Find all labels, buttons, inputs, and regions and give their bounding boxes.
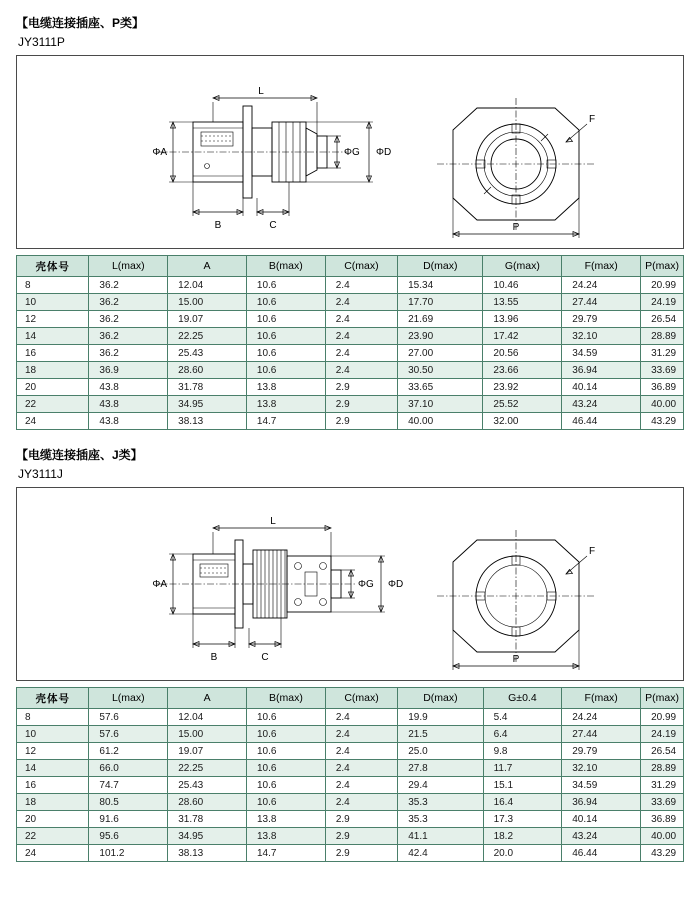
cell-g: 18.2 (483, 828, 562, 845)
cell-p: 40.00 (641, 396, 684, 413)
cell-g: 32.00 (483, 413, 562, 430)
cell-b: 13.8 (246, 828, 325, 845)
cell-b: 10.6 (246, 794, 325, 811)
table-row (17, 709, 684, 726)
cell-a: 38.13 (168, 845, 247, 862)
header-p: P(max) (641, 256, 684, 277)
cell-b: 10.6 (246, 311, 325, 328)
cell-a: 12.04 (168, 277, 247, 294)
table-row (17, 311, 684, 328)
cell-shell: 12 (17, 311, 89, 328)
cell-d: 37.10 (398, 396, 483, 413)
cell-g: 16.4 (483, 794, 562, 811)
cell-f: 46.44 (562, 845, 641, 862)
cell-c: 2.9 (325, 379, 397, 396)
label-l-j: L (270, 516, 276, 527)
cell-d: 29.4 (398, 777, 483, 794)
cell-a: 15.00 (168, 726, 247, 743)
cell-shell: 16 (17, 777, 89, 794)
cell-b: 10.6 (246, 294, 325, 311)
cell-l: 57.6 (89, 726, 168, 743)
table-row (17, 396, 684, 413)
cell-l: 61.2 (89, 743, 168, 760)
part-number-p: JY3111P (18, 35, 65, 49)
cell-g: 10.46 (483, 277, 562, 294)
cell-a: 34.95 (168, 396, 247, 413)
cell-p: 33.69 (641, 794, 684, 811)
cell-c: 2.4 (325, 726, 397, 743)
cell-shell: 20 (17, 811, 89, 828)
cell-l: 43.8 (89, 396, 168, 413)
cell-f: 27.44 (562, 726, 641, 743)
cell-shell: 10 (17, 726, 89, 743)
cell-g: 6.4 (483, 726, 562, 743)
cell-shell: 24 (17, 413, 89, 430)
cell-d: 30.50 (398, 362, 483, 379)
table-row (17, 811, 684, 828)
header-c: C(max) (325, 688, 397, 709)
cell-g: 20.0 (483, 845, 562, 862)
cell-p: 20.99 (641, 709, 684, 726)
cell-p: 28.89 (641, 760, 684, 777)
cell-c: 2.4 (325, 277, 397, 294)
cell-p: 36.89 (641, 811, 684, 828)
cell-shell: 12 (17, 743, 89, 760)
cell-l: 57.6 (89, 709, 168, 726)
cell-b: 10.6 (246, 345, 325, 362)
cell-p: 40.00 (641, 828, 684, 845)
cell-l: 74.7 (89, 777, 168, 794)
cell-d: 40.00 (398, 413, 483, 430)
cell-f: 40.14 (562, 379, 641, 396)
cell-p: 26.54 (641, 311, 684, 328)
cell-p: 31.29 (641, 345, 684, 362)
label-l-p: L (258, 86, 264, 97)
header-c: C(max) (325, 256, 397, 277)
cell-g: 13.55 (483, 294, 562, 311)
cell-f: 32.10 (562, 328, 641, 345)
cell-g: 25.52 (483, 396, 562, 413)
label-phi-g-p: ΦG (344, 147, 360, 158)
cell-l: 95.6 (89, 828, 168, 845)
table-header-row (17, 256, 684, 277)
cell-g: 9.8 (483, 743, 562, 760)
cell-l: 36.2 (89, 345, 168, 362)
part-number-j: JY3111J (18, 467, 63, 481)
cell-l: 43.8 (89, 413, 168, 430)
cell-g: 11.7 (483, 760, 562, 777)
table-row (17, 362, 684, 379)
cell-shell: 18 (17, 362, 89, 379)
table-row (17, 277, 684, 294)
cell-f: 32.10 (562, 760, 641, 777)
cell-l: 36.2 (89, 311, 168, 328)
table-row (17, 413, 684, 430)
cell-d: 21.5 (398, 726, 483, 743)
header-g: G(max) (483, 256, 562, 277)
label-f-p: F (589, 114, 596, 125)
drawing-p (16, 55, 684, 249)
cell-a: 34.95 (168, 828, 247, 845)
cell-g: 23.66 (483, 362, 562, 379)
cell-shell: 8 (17, 277, 89, 294)
cell-shell: 14 (17, 328, 89, 345)
cell-g: 15.1 (483, 777, 562, 794)
cell-c: 2.4 (325, 345, 397, 362)
header-a: A (168, 256, 247, 277)
cell-d: 42.4 (398, 845, 483, 862)
cell-f: 29.79 (562, 311, 641, 328)
table-row (17, 777, 684, 794)
cell-a: 31.78 (168, 379, 247, 396)
cell-l: 80.5 (89, 794, 168, 811)
cell-shell: 10 (17, 294, 89, 311)
cell-a: 25.43 (168, 777, 247, 794)
cell-l: 36.2 (89, 277, 168, 294)
cell-g: 17.42 (483, 328, 562, 345)
label-f-j: F (589, 546, 596, 557)
header-d: D(max) (398, 256, 483, 277)
cell-f: 24.24 (562, 277, 641, 294)
cell-b: 10.6 (246, 743, 325, 760)
cell-g: 20.56 (483, 345, 562, 362)
cell-f: 40.14 (562, 811, 641, 828)
cell-a: 19.07 (168, 743, 247, 760)
table-header-row (17, 688, 684, 709)
table-row (17, 328, 684, 345)
cell-p: 36.89 (641, 379, 684, 396)
cell-c: 2.9 (325, 845, 397, 862)
header-d: D(max) (398, 688, 483, 709)
cell-shell: 14 (17, 760, 89, 777)
table-row (17, 760, 684, 777)
cell-p: 24.19 (641, 726, 684, 743)
header-l: L(max) (89, 256, 168, 277)
label-c-j: C (261, 652, 269, 663)
cell-shell: 18 (17, 794, 89, 811)
label-b-j: B (210, 652, 218, 663)
cell-p: 20.99 (641, 277, 684, 294)
cell-c: 2.9 (325, 811, 397, 828)
cell-shell: 22 (17, 396, 89, 413)
cell-f: 43.24 (562, 828, 641, 845)
cell-p: 26.54 (641, 743, 684, 760)
cell-a: 25.43 (168, 345, 247, 362)
header-b: B(max) (246, 688, 325, 709)
cell-d: 27.8 (398, 760, 483, 777)
cell-shell: 22 (17, 828, 89, 845)
header-a: A (168, 688, 247, 709)
cell-a: 28.60 (168, 362, 247, 379)
cell-c: 2.9 (325, 828, 397, 845)
cell-b: 10.6 (246, 362, 325, 379)
cell-c: 2.4 (325, 362, 397, 379)
table-row (17, 794, 684, 811)
cell-l: 36.2 (89, 328, 168, 345)
cell-b: 10.6 (246, 328, 325, 345)
label-p-p: P (512, 222, 520, 233)
cell-g: 17.3 (483, 811, 562, 828)
header-f: F(max) (562, 688, 641, 709)
cell-a: 22.25 (168, 328, 247, 345)
cell-a: 38.13 (168, 413, 247, 430)
cell-c: 2.9 (325, 413, 397, 430)
cell-f: 29.79 (562, 743, 641, 760)
cell-d: 19.9 (398, 709, 483, 726)
cell-b: 13.8 (246, 379, 325, 396)
cell-f: 24.24 (562, 709, 641, 726)
cell-d: 21.69 (398, 311, 483, 328)
cell-d: 17.70 (398, 294, 483, 311)
cell-f: 36.94 (562, 362, 641, 379)
header-b: B(max) (246, 256, 325, 277)
table-row (17, 379, 684, 396)
label-phi-g-j: ΦG (358, 579, 374, 590)
label-phi-d-p: ΦD (376, 147, 392, 158)
table-row (17, 726, 684, 743)
cell-l: 91.6 (89, 811, 168, 828)
cell-b: 14.7 (246, 413, 325, 430)
label-phi-a-p: ΦA (152, 147, 167, 158)
label-phi-d-j: ΦD (388, 579, 404, 590)
table-row (17, 845, 684, 862)
cell-p: 28.89 (641, 328, 684, 345)
cell-c: 2.4 (325, 311, 397, 328)
cell-c: 2.4 (325, 743, 397, 760)
cell-l: 43.8 (89, 379, 168, 396)
cell-p: 33.69 (641, 362, 684, 379)
cell-b: 10.6 (246, 760, 325, 777)
cell-c: 2.4 (325, 760, 397, 777)
cell-c: 2.4 (325, 777, 397, 794)
header-g: G±0.4 (483, 688, 562, 709)
drawing-j (16, 487, 684, 681)
cell-g: 5.4 (483, 709, 562, 726)
table-row (17, 294, 684, 311)
cell-b: 10.6 (246, 709, 325, 726)
label-c-p: C (269, 220, 277, 231)
section-title-j: 【电缆连接插座、J类】 (16, 448, 143, 462)
cell-d: 25.0 (398, 743, 483, 760)
cell-p: 43.29 (641, 845, 684, 862)
cell-b: 10.6 (246, 777, 325, 794)
cell-c: 2.4 (325, 794, 397, 811)
cell-d: 27.00 (398, 345, 483, 362)
cell-c: 2.4 (325, 709, 397, 726)
cell-f: 27.44 (562, 294, 641, 311)
cell-f: 46.44 (562, 413, 641, 430)
cell-c: 2.9 (325, 396, 397, 413)
cell-d: 23.90 (398, 328, 483, 345)
spec-table-p (16, 255, 684, 430)
cell-c: 2.4 (325, 328, 397, 345)
cell-l: 66.0 (89, 760, 168, 777)
cell-c: 2.4 (325, 294, 397, 311)
cell-d: 41.1 (398, 828, 483, 845)
cell-f: 34.59 (562, 777, 641, 794)
cell-f: 34.59 (562, 345, 641, 362)
cell-p: 43.29 (641, 413, 684, 430)
cell-a: 28.60 (168, 794, 247, 811)
drawing-svg-p (17, 56, 683, 248)
cell-l: 36.9 (89, 362, 168, 379)
cell-p: 24.19 (641, 294, 684, 311)
header-shell: 壳体号 (17, 688, 89, 709)
spec-table-j (16, 687, 684, 862)
cell-g: 23.92 (483, 379, 562, 396)
cell-a: 22.25 (168, 760, 247, 777)
cell-shell: 20 (17, 379, 89, 396)
cell-a: 19.07 (168, 311, 247, 328)
table-row (17, 345, 684, 362)
cell-shell: 16 (17, 345, 89, 362)
cell-b: 10.6 (246, 726, 325, 743)
header-l: L(max) (89, 688, 168, 709)
cell-a: 31.78 (168, 811, 247, 828)
cell-d: 35.3 (398, 794, 483, 811)
cell-d: 15.34 (398, 277, 483, 294)
cell-shell: 24 (17, 845, 89, 862)
cell-b: 10.6 (246, 277, 325, 294)
label-phi-a-j: ΦA (152, 579, 167, 590)
header-p: P(max) (641, 688, 684, 709)
drawing-svg-j (17, 488, 683, 680)
cell-a: 15.00 (168, 294, 247, 311)
header-f: F(max) (562, 256, 641, 277)
cell-b: 13.8 (246, 811, 325, 828)
cell-d: 35.3 (398, 811, 483, 828)
header-shell: 壳体号 (17, 256, 89, 277)
cell-g: 13.96 (483, 311, 562, 328)
cell-p: 31.29 (641, 777, 684, 794)
cell-shell: 8 (17, 709, 89, 726)
cell-f: 43.24 (562, 396, 641, 413)
cell-f: 36.94 (562, 794, 641, 811)
cell-b: 13.8 (246, 396, 325, 413)
section-title-p: 【电缆连接插座、P类】 (16, 16, 145, 30)
table-row (17, 828, 684, 845)
cell-b: 14.7 (246, 845, 325, 862)
cell-a: 12.04 (168, 709, 247, 726)
table-row (17, 743, 684, 760)
cell-l: 36.2 (89, 294, 168, 311)
label-b-p: B (214, 220, 222, 231)
label-p-j: P (512, 654, 520, 665)
cell-l: 101.2 (89, 845, 168, 862)
cell-d: 33.65 (398, 379, 483, 396)
